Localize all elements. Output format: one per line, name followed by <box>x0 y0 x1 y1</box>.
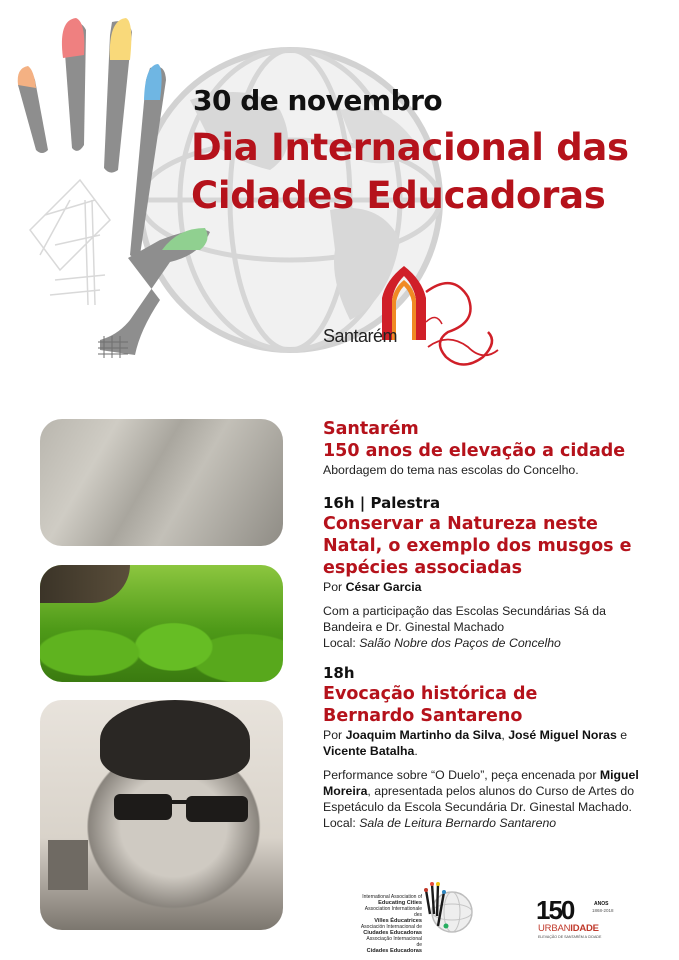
by-prefix: Por <box>323 728 346 742</box>
santarem-logo-icon <box>318 262 508 382</box>
urbanidade-number: 150 <box>536 895 574 925</box>
performance-text: , apresentada pelos alunos do Curso de Artes do Espetáculo da Escola Secundária Dr. Ginestal Machado. <box>323 784 635 814</box>
event-participation: Com a participação das Escolas Secundárias Sá da Bandeira e Dr. Ginestal Machado <box>323 604 606 634</box>
event-location <box>323 815 653 831</box>
ec-line-bold: Villes Éducatrices <box>374 918 422 924</box>
event-date: 30 de novembro <box>193 84 443 117</box>
section-evocacao <box>323 663 653 831</box>
tree-trunk-shape <box>40 565 130 603</box>
brand-part-2: IDADE <box>570 923 599 934</box>
event-title: Conservar a Natureza neste Natal, o exemplo dos musgos e espécies associadas <box>323 514 632 578</box>
title-line-2: Cidades Educadoras <box>191 174 606 217</box>
local-value: Sala de Leitura Bernardo Santareno <box>359 816 557 830</box>
director-name: Miguel Moreira <box>323 768 639 798</box>
urbanidade-years: 1868-2018 <box>592 908 614 913</box>
separator: . <box>414 744 418 758</box>
event-speakers <box>323 727 653 759</box>
event-speaker <box>323 579 653 595</box>
urbanidade-subtitle: ELEVAÇÃO DE SANTARÉM A CIDADE <box>538 935 602 939</box>
background-building-shape <box>48 840 88 890</box>
sunglasses-icon <box>112 790 252 824</box>
local-label: Local: <box>323 816 360 830</box>
performance-text: Performance sobre “O Duelo”, peça encenada por <box>323 768 600 782</box>
section-title-line-1: Santarém <box>323 419 419 439</box>
by-prefix: Por <box>323 580 346 594</box>
santarem-logo-text: Santarém <box>323 326 398 346</box>
ec-line: Associação Internacional de <box>366 936 422 948</box>
event-time: 16h | Palestra <box>323 494 441 512</box>
educating-cities-text <box>360 894 422 954</box>
separator: , <box>501 728 509 742</box>
ec-line: Association Internationale des <box>364 906 422 918</box>
section-santarem-150 <box>323 418 653 478</box>
separator: e <box>616 728 628 742</box>
page-title <box>191 124 629 220</box>
ec-line: International Association of <box>362 894 422 900</box>
speaker-name: Vicente Batalha <box>323 744 415 758</box>
hair-shape <box>100 700 250 780</box>
section-palestra <box>323 493 653 651</box>
speaker-name: José Miguel Noras <box>508 728 617 742</box>
speaker-name: Joaquim Martinho da Silva <box>345 728 502 742</box>
event-performance <box>323 767 653 815</box>
event-location <box>323 635 653 651</box>
brand-part-1: URBAN <box>538 923 571 934</box>
urbanidade-brand <box>538 924 599 934</box>
event-title-line-1: Evocação histórica de <box>323 684 538 704</box>
local-value: Salão Nobre dos Paços de Concelho <box>359 636 561 650</box>
local-label: Local: <box>323 636 360 650</box>
event-title-line-2: Bernardo Santareno <box>323 706 523 726</box>
ec-line-bold: Ciudades Educadoras <box>363 930 422 936</box>
urbanidade-anos: ANOS <box>594 901 609 907</box>
moss-photo <box>40 565 283 682</box>
event-time: 18h <box>323 664 355 682</box>
ec-line: Asociación Internacional de <box>360 924 422 930</box>
urbanidade-150-logo <box>536 895 616 944</box>
speaker-name: César Garcia <box>345 580 422 594</box>
section-title-line-2: 150 anos de elevação a cidade <box>323 441 626 461</box>
ec-line-bold: Educating Cities <box>378 900 422 906</box>
section-description: Abordagem do tema nas escolas do Concelho. <box>323 463 579 477</box>
ec-line-bold: Cidades Educadoras <box>366 948 422 954</box>
stone-building-photo <box>40 419 283 546</box>
bernardo-santareno-portrait <box>40 700 283 930</box>
title-line-1: Dia Internacional das <box>191 126 629 169</box>
